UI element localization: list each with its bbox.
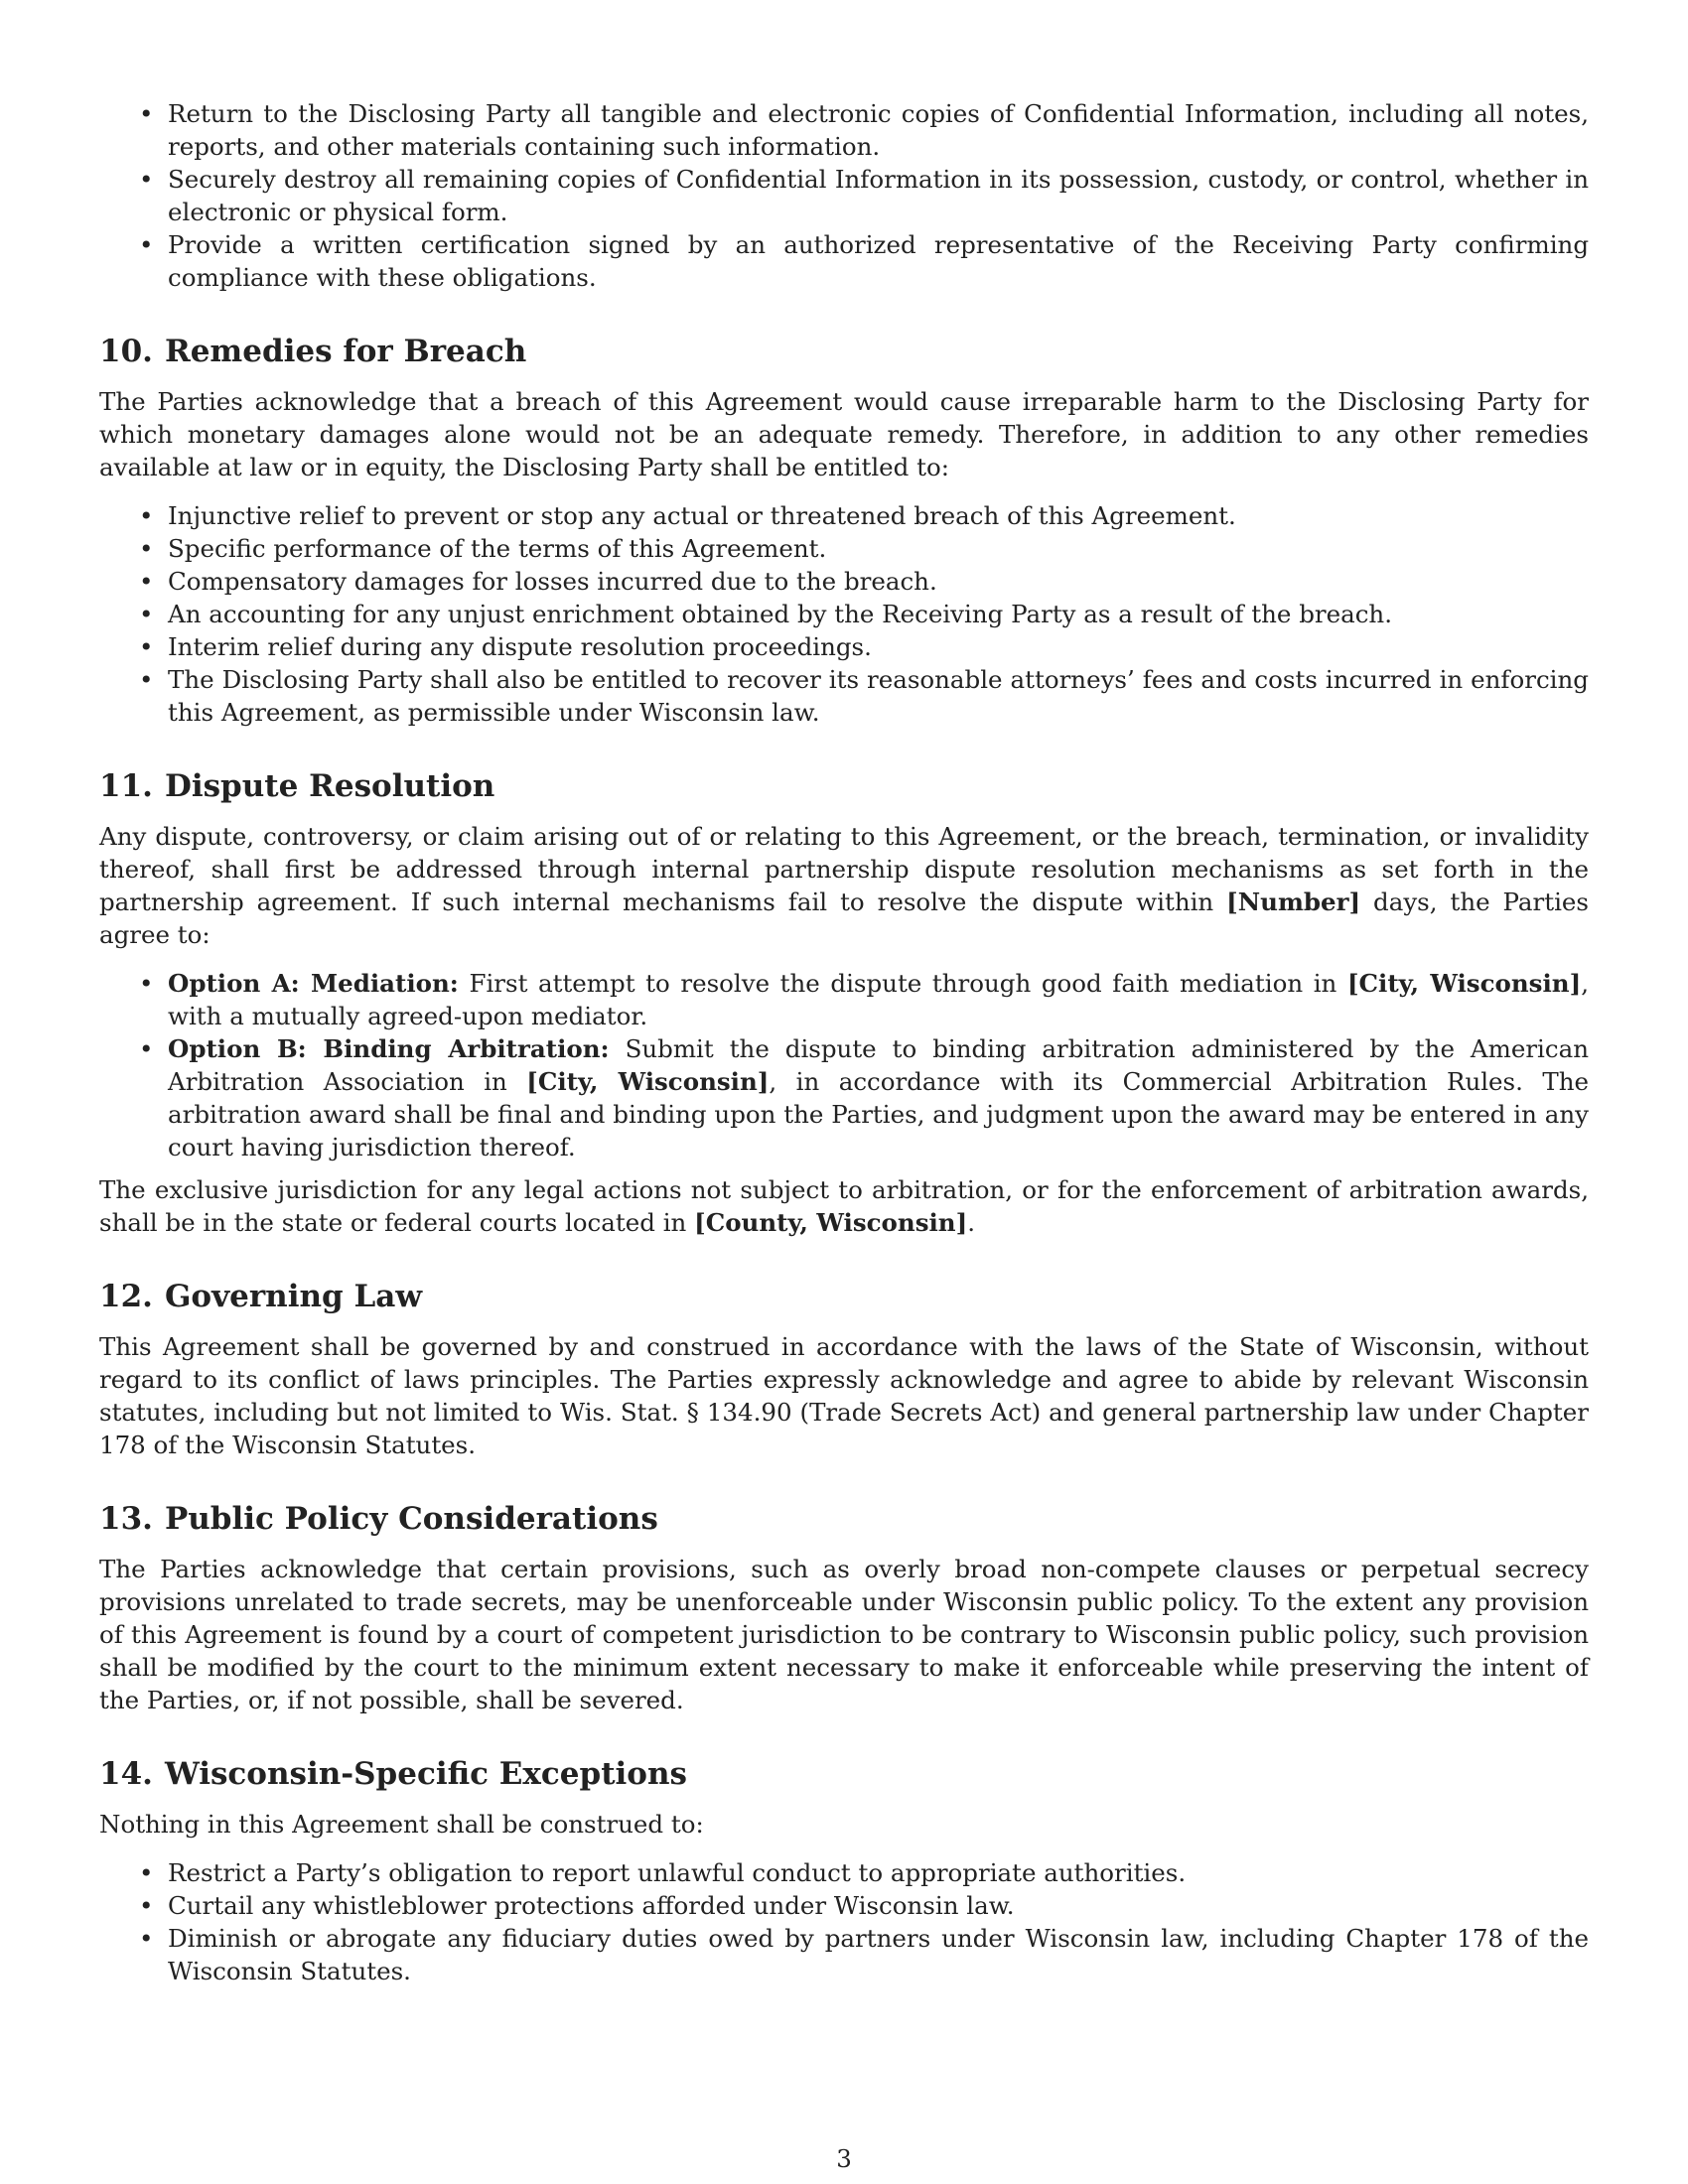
bullet-icon: •	[139, 1858, 154, 1887]
section-intro: Any dispute, controversy, or claim arising out of or relating to this Agreement, or the breach, termination, or invalidity thereof, shall first be addressed through internal partnership dispute resolution mechanisms as set forth in the partnership agreement. If such internal mechanisms fail to resolve the dispute within [Number] days, the Parties agree to:	[99, 822, 1589, 949]
placeholder-number: [Number]	[1226, 887, 1361, 916]
bullet-icon: •	[139, 501, 154, 530]
bullet-icon: •	[139, 600, 154, 628]
list-item: • Injunctive relief to prevent or stop any actual or threatened breach of this Agreement.	[139, 501, 1236, 530]
list-item: • An accounting for any unjust enrichment obtained by the Receiving Party as a result of the breach.	[139, 600, 1392, 628]
return-obligations-list	[99, 97, 1589, 294]
section-remedies-for-breach	[99, 332, 1589, 729]
section-intro: The Parties acknowledge that a breach of this Agreement would cause irreparable harm to the Disclosing Party for which monetary damages alone would not be an adequate remedy. Therefore, in addition to any other remedies available at law or in equity, the Disclosing Party shall be entitled to:	[99, 387, 1589, 481]
bullet-icon: •	[139, 534, 154, 563]
exceptions-list	[99, 1856, 1589, 1987]
list-item: • Provide a written certification signed by an authorized representative of the Receiving Party confirming compliance with these obligations.	[139, 230, 1589, 292]
bullet-icon: •	[139, 567, 154, 596]
placeholder-city: [City, Wisconsin]	[1346, 969, 1582, 998]
section-wisconsin-exceptions	[99, 1754, 1589, 1987]
document-page	[99, 97, 1589, 1987]
section-heading: 11. Dispute Resolution	[99, 768, 495, 804]
jurisdiction-paragraph: The exclusive jurisdiction for any legal actions not subject to arbitration, or for the enforcement of arbitration awards, shall be in the state or federal courts located in [County, Wisconsin].	[99, 1175, 1589, 1237]
list-item: • Securely destroy all remaining copies of Confidential Information in its possession, custody, or control, whether in electronic or physical form.	[139, 165, 1589, 226]
bullet-icon: •	[139, 165, 154, 194]
section-governing-law	[99, 1277, 1589, 1461]
bullet-icon: •	[139, 632, 154, 661]
bullet-icon: •	[139, 665, 154, 694]
placeholder-city: [City, Wisconsin]	[526, 1067, 770, 1096]
list-item: • Return to the Disclosing Party all tangible and electronic copies of Confidential Information, including all notes, reports, and other materials containing such information.	[139, 99, 1589, 161]
bullet-icon: •	[139, 969, 154, 998]
list-item: • Interim relief during any dispute resolution proceedings.	[139, 632, 872, 661]
section-intro: Nothing in this Agreement shall be construed to:	[99, 1810, 704, 1839]
bullet-icon: •	[139, 230, 154, 259]
section-body: The Parties acknowledge that certain provisions, such as overly broad non-compete clauses or perpetual secrecy provisions unrelated to trade secrets, may be unenforceable under Wisconsin public policy. To the extent any provision of this Agreement is found by a court of competent jurisdiction to be contrary to Wisconsin public policy, such provision shall be modified by the court to the minimum extent necessary to make it enforceable while preserving the intent of the Parties, or, if not possible, shall be severed.	[99, 1555, 1589, 1714]
section-heading: 13. Public Policy Considerations	[99, 1501, 658, 1537]
list-item: • Curtail any whistleblower protections afforded under Wisconsin law.	[139, 1891, 1015, 1920]
list-item: • Diminish or abrogate any fiduciary duties owed by partners under Wisconsin law, including Chapter 178 of the Wisconsin Statutes.	[139, 1924, 1589, 1985]
dispute-options-list	[99, 967, 1589, 1163]
remedies-list	[99, 499, 1589, 729]
list-item: • Compensatory damages for losses incurred due to the breach.	[139, 567, 937, 596]
bullet-icon: •	[139, 1924, 154, 1953]
list-item: • Specific performance of the terms of this Agreement.	[139, 534, 827, 563]
section-heading: 14. Wisconsin-Specific Exceptions	[99, 1756, 687, 1792]
section-dispute-resolution	[99, 766, 1589, 1239]
list-item: • Restrict a Party’s obligation to report unlawful conduct to appropriate authorities.	[139, 1858, 1187, 1887]
page-number: 3	[836, 2144, 852, 2173]
section-heading: 10. Remedies for Breach	[99, 334, 527, 369]
section-public-policy	[99, 1499, 1589, 1716]
placeholder-county: [County, Wisconsin]	[694, 1208, 968, 1237]
list-item: • The Disclosing Party shall also be entitled to recover its reasonable attorneys’ fees and costs incurred in enforcing this Agreement, as permissible under Wisconsin law.	[139, 665, 1589, 727]
section-body: This Agreement shall be governed by and construed in accordance with the laws of the State of Wisconsin, without regard to its conflict of laws principles. The Parties expressly acknowledge and agree to abide by relevant Wisconsin statutes, including but not limited to Wis. Stat. § 134.90 (Trade Secrets Act) and general partnership law under Chapter 178 of the Wisconsin Statutes.	[99, 1332, 1589, 1459]
section-heading: 12. Governing Law	[99, 1279, 423, 1314]
bullet-icon: •	[139, 1034, 154, 1063]
option-a-mediation: • Option A: Mediation: First attempt to resolve the dispute through good faith mediation in [City, Wisconsin], with a mutually agreed-upon mediator.	[139, 969, 1589, 1030]
bullet-icon: •	[139, 99, 154, 128]
option-b-arbitration: • Option B: Binding Arbitration: Submit the dispute to binding arbitration administered by the American Arbitration Association in [City, Wisconsin], in accordance with its Commercial Arbitration Rules. The arbitration award shall be final and binding upon the Parties, and judgment upon the award may be entered in any court having jurisdiction thereof.	[139, 1034, 1589, 1161]
bullet-icon: •	[139, 1891, 154, 1920]
